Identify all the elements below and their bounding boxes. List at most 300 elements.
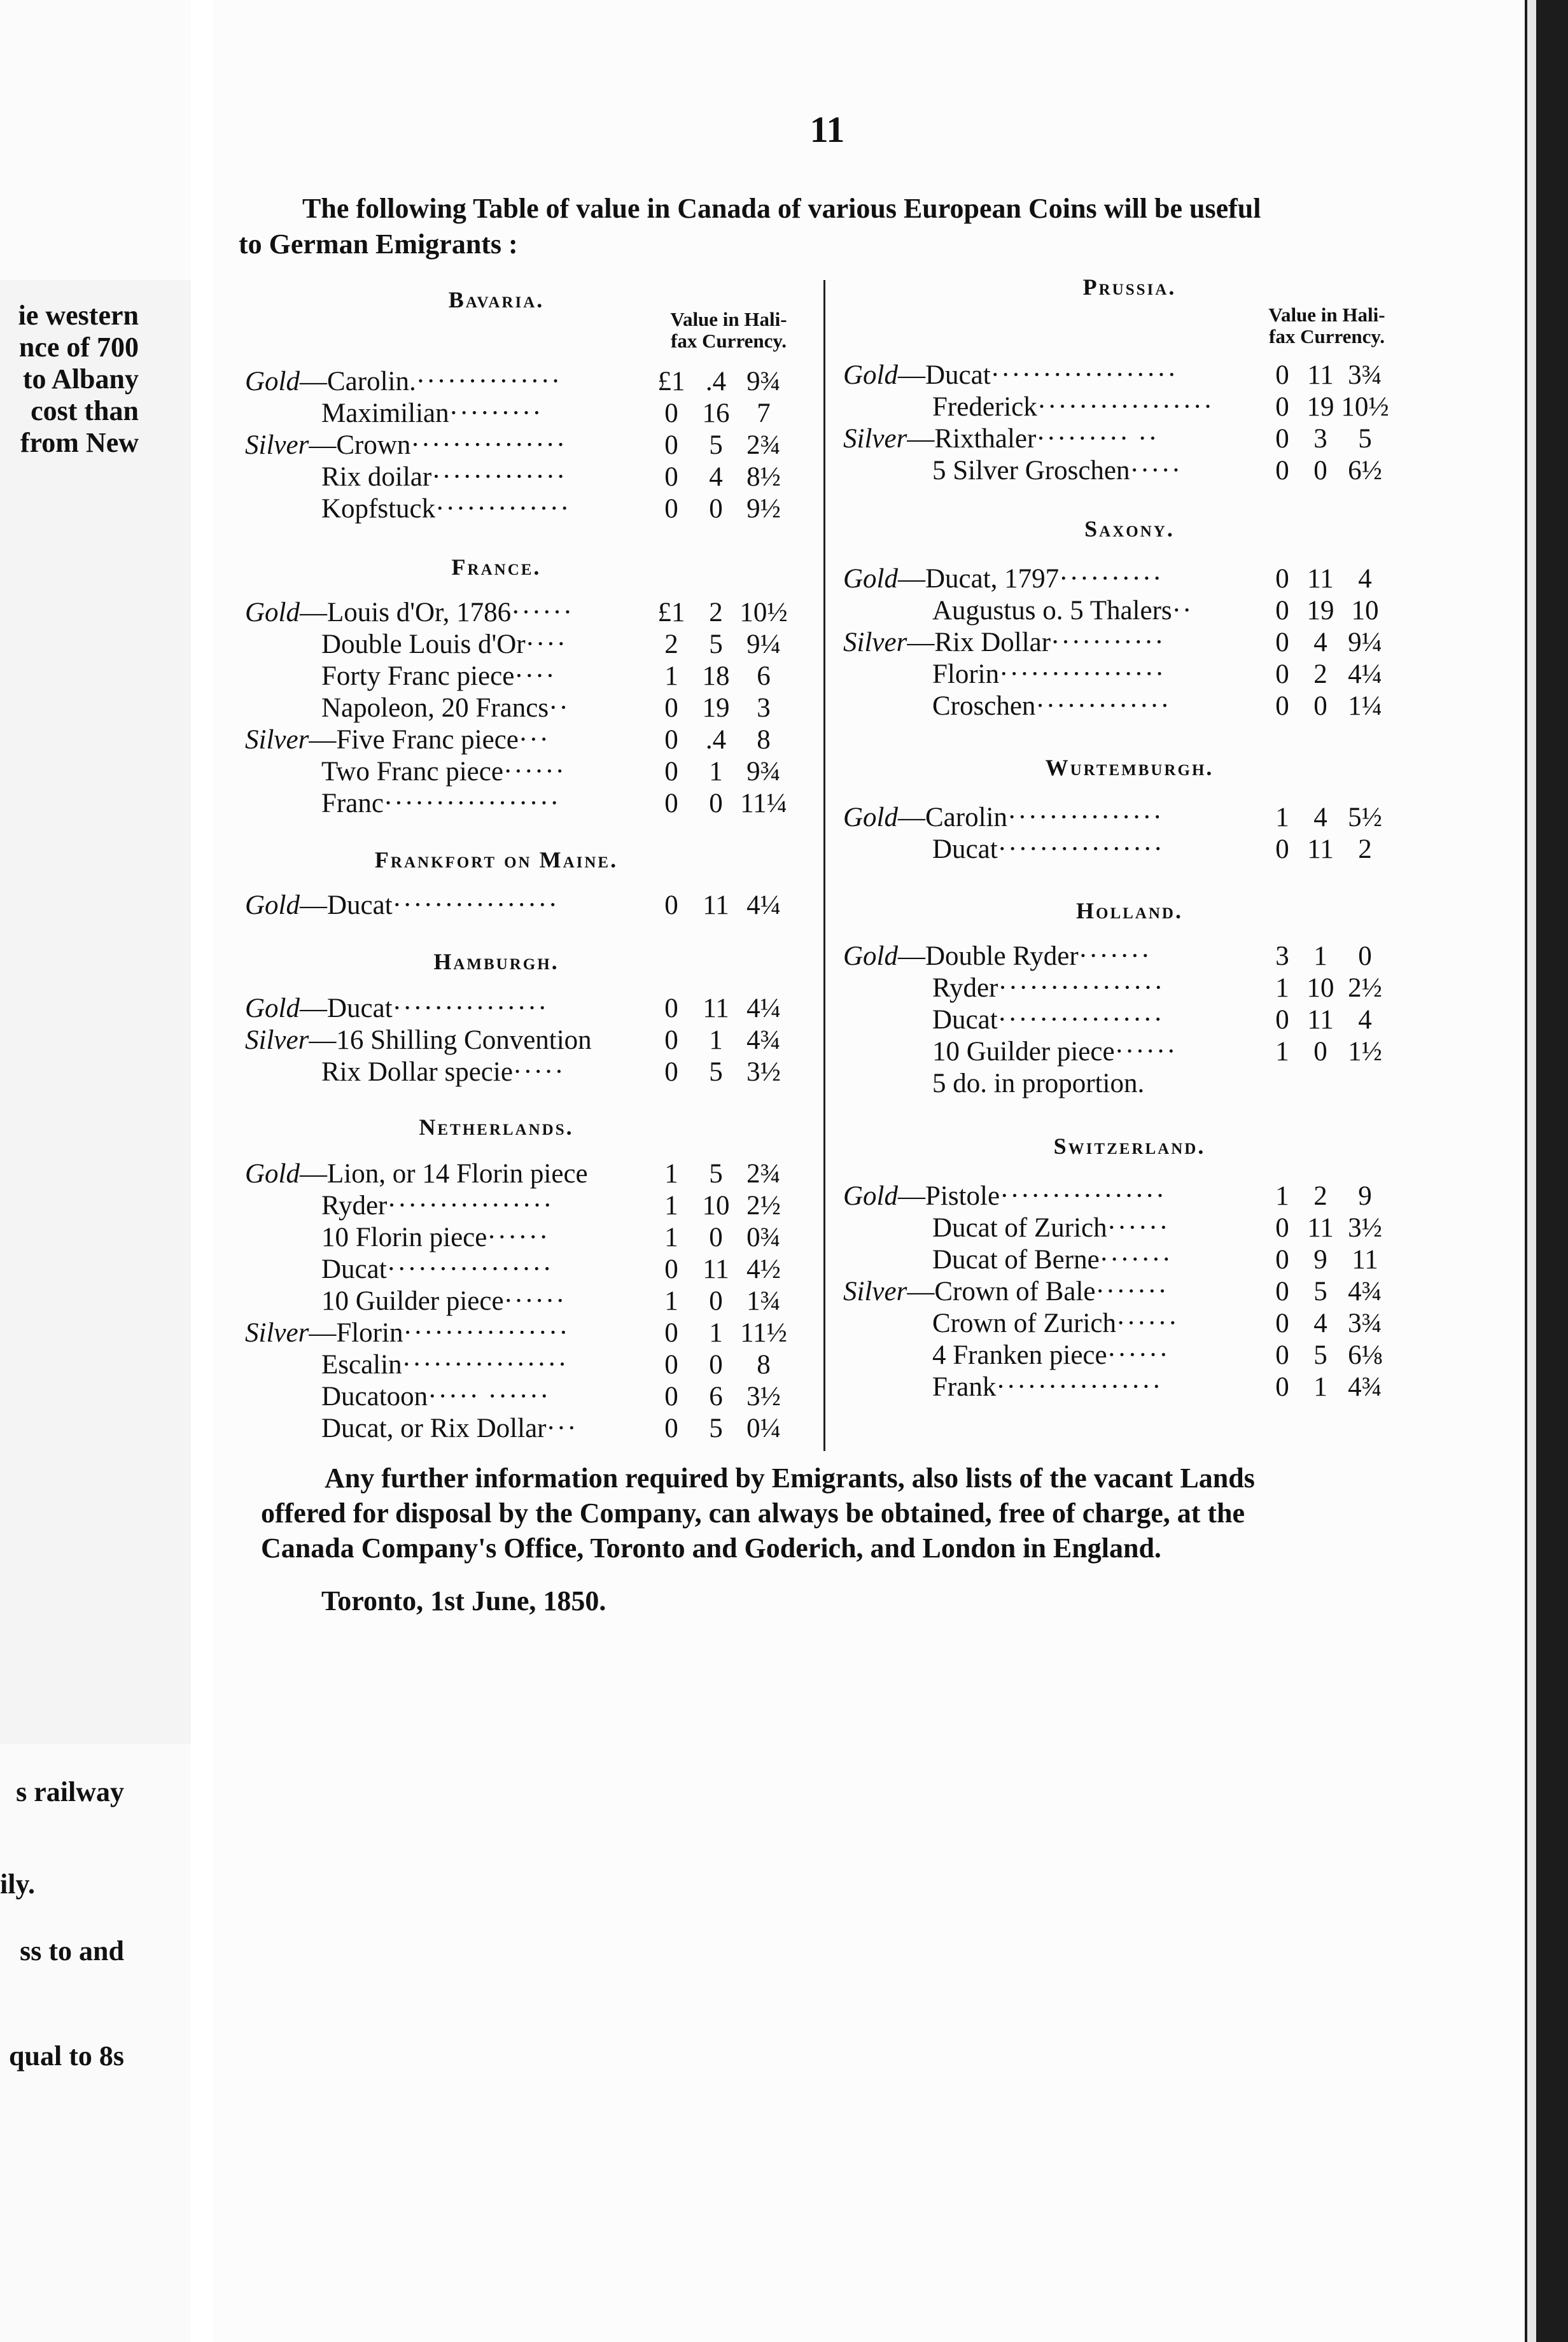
- section-title: Netherlands.: [419, 1114, 574, 1140]
- value-shillings: 0: [1313, 1037, 1327, 1067]
- coin-name: Forty Franc piece: [321, 661, 515, 691]
- value-pounds: 0: [1275, 1308, 1289, 1338]
- leader-dots: ················: [996, 1372, 1163, 1402]
- leader-dots: ················: [999, 659, 1166, 689]
- coin-row: [843, 834, 1372, 866]
- value-pence: 1¼: [1348, 691, 1382, 721]
- coin-row: [245, 1349, 771, 1381]
- value-pence: 5: [1358, 424, 1372, 454]
- value-pence: 7: [757, 398, 771, 428]
- coin-label: [245, 993, 548, 1024]
- coin-label: [321, 493, 570, 524]
- coin-row: [843, 1276, 1382, 1308]
- margin-fragment: to Albany: [22, 363, 139, 395]
- value-shillings: 11: [703, 890, 729, 920]
- leader-dots: ····: [525, 629, 567, 659]
- coin-row: [843, 1308, 1382, 1340]
- value-shillings: 5: [709, 430, 723, 460]
- value-shillings: 0: [709, 1223, 723, 1252]
- leader-dots: ······: [511, 598, 574, 628]
- value-shillings: 0: [709, 1350, 723, 1380]
- leader-dots: ······: [1107, 1340, 1170, 1370]
- leader-dots: ···: [546, 1413, 578, 1443]
- value-pounds: 0: [664, 725, 678, 755]
- coin-row: [245, 493, 781, 525]
- coin-name: Ryder: [932, 973, 998, 1003]
- value-pounds: 0: [1275, 659, 1289, 689]
- value-shillings: 5: [709, 1057, 723, 1087]
- value-shillings: 5: [709, 1159, 723, 1189]
- coin-name: Double Louis d'Or: [321, 629, 526, 659]
- leader-dots: ················: [1000, 1181, 1166, 1211]
- metal-label: Silver: [245, 430, 309, 460]
- value-pence: 9½: [746, 494, 781, 524]
- coin-label: [932, 691, 1171, 722]
- value-pence: 10: [1351, 596, 1379, 626]
- value-pence: 11½: [740, 1318, 787, 1348]
- value-pounds: 1: [664, 1286, 678, 1316]
- value-pounds: 0: [664, 789, 678, 818]
- value-pounds: 0: [664, 494, 678, 524]
- value-shillings: 3: [1313, 424, 1327, 454]
- coin-row: [843, 563, 1372, 595]
- value-pounds: 0: [1275, 424, 1289, 454]
- value-pence: 1¾: [746, 1286, 781, 1316]
- coin-label: [932, 1340, 1170, 1371]
- metal-label: Gold: [843, 360, 898, 390]
- value-shillings: 10: [1306, 973, 1334, 1003]
- coin-name: Rix doilar: [321, 462, 432, 492]
- metal-label: Silver: [245, 1318, 309, 1348]
- coin-name: Ducatoon: [321, 1382, 428, 1412]
- footer-line: Canada Company's Office, Toronto and Goderich, and London in England.: [261, 1532, 1161, 1564]
- value-pounds: 1: [664, 661, 678, 691]
- value-pounds: 0: [1275, 1372, 1289, 1402]
- coin-label: [843, 941, 1151, 972]
- value-pounds: 0: [664, 1413, 678, 1443]
- value-shillings: 4: [1313, 1308, 1327, 1338]
- footer-paragraph: [261, 1461, 1457, 1566]
- coin-row: [843, 391, 1389, 423]
- value-pence: 9¼: [746, 629, 781, 659]
- coin-row: [245, 890, 781, 922]
- value-pounds: £1: [657, 598, 685, 628]
- adjacent-page-fragment: [0, 280, 191, 1744]
- coin-row: [245, 756, 781, 788]
- coin-row: [245, 1190, 781, 1222]
- coin-name: —Ducat: [300, 993, 393, 1023]
- value-shillings: 19: [1306, 596, 1334, 626]
- coin-row: [843, 802, 1382, 834]
- leader-dots: ······: [487, 1223, 550, 1252]
- coin-name: Augustus o. 5 Thalers: [932, 596, 1172, 626]
- coin-name: 5 Silver Groschen: [932, 456, 1130, 486]
- footer-line: Any further information required by Emigrants, also lists of the vacant Lands: [325, 1462, 1255, 1494]
- coin-row: [245, 661, 771, 692]
- margin-fragment: from New: [20, 427, 139, 458]
- metal-label: Silver: [843, 1277, 907, 1307]
- value-shillings: 0: [709, 789, 723, 818]
- value-shillings: 11: [1307, 564, 1334, 594]
- coin-name: Franc: [321, 789, 384, 818]
- section-title: Holland.: [1076, 898, 1183, 923]
- value-pounds: 0: [1275, 834, 1289, 864]
- leader-dots: ·············: [431, 462, 567, 492]
- coin-row: [843, 1004, 1372, 1036]
- leader-dots: ···········: [1051, 628, 1165, 657]
- leader-dots: ······: [503, 757, 566, 787]
- coin-name: —Ducat: [300, 890, 393, 920]
- coin-label: [932, 391, 1214, 423]
- coin-label: [843, 1181, 1166, 1212]
- section-title: Hamburgh.: [433, 949, 559, 974]
- coin-row: [843, 1212, 1382, 1244]
- leader-dots: ···············: [392, 993, 549, 1023]
- value-pence: 0¾: [746, 1223, 781, 1252]
- value-pence: 11¼: [740, 789, 787, 818]
- coin-row: [843, 659, 1382, 691]
- coin-label: [245, 366, 561, 397]
- section-title: Bavaria.: [448, 287, 545, 312]
- coin-label: [932, 834, 1164, 865]
- value-pounds: 0: [664, 757, 678, 787]
- value-shillings: 6: [709, 1382, 723, 1412]
- leader-dots: ···············: [410, 430, 567, 460]
- coin-label: [321, 788, 560, 819]
- leader-dots: ·········: [449, 398, 543, 428]
- coin-label: [843, 563, 1163, 594]
- value-pence: 9: [1358, 1181, 1372, 1211]
- coin-label: [321, 1381, 550, 1412]
- leader-dots: ····: [514, 661, 556, 691]
- value-pence: 6⅛: [1348, 1340, 1382, 1370]
- value-pounds: £1: [657, 367, 685, 396]
- value-pence: 0¼: [746, 1413, 781, 1443]
- coin-name: Maximilian: [321, 398, 449, 428]
- coin-row: [245, 1254, 781, 1286]
- value-pence: 2¾: [746, 430, 781, 460]
- leader-dots: ················: [392, 890, 559, 920]
- coin-row: [245, 993, 781, 1025]
- coin-row: [245, 398, 771, 430]
- left-value-header: Value in Hali- fax Currency.: [670, 308, 787, 352]
- coin-name: 4 Franken piece: [932, 1340, 1107, 1370]
- value-pence: 2½: [746, 1191, 781, 1221]
- margin-fragment: ily.: [0, 1869, 36, 1900]
- leader-dots: ··········: [1059, 564, 1163, 594]
- value-shillings: 11: [1307, 1213, 1334, 1243]
- section-title: France.: [451, 554, 542, 580]
- coin-label: [321, 461, 566, 493]
- coin-label: [932, 972, 1164, 1004]
- value-shillings: 1: [709, 757, 723, 787]
- value-pence: 10½: [739, 598, 788, 628]
- coin-name: —Florin: [309, 1318, 403, 1348]
- coin-row: [843, 1244, 1378, 1276]
- metal-label: Silver: [843, 628, 907, 657]
- value-shillings: 11: [1307, 834, 1334, 864]
- leader-dots: ·····: [1130, 456, 1182, 486]
- leader-dots: ··: [549, 693, 570, 723]
- value-pounds: 1: [1275, 1037, 1289, 1067]
- value-pence: 4¼: [746, 890, 781, 920]
- value-shillings: 1: [709, 1318, 723, 1348]
- coin-label: [843, 802, 1163, 833]
- value-shillings: 4: [709, 462, 723, 492]
- coin-name: —Double Ryder: [898, 941, 1079, 971]
- value-shillings: 10: [702, 1191, 730, 1221]
- coin-name: —Pistole: [898, 1181, 1000, 1211]
- metal-label: Gold: [245, 598, 300, 628]
- leader-dots: ················: [997, 834, 1164, 864]
- coin-row: [245, 461, 781, 493]
- leader-dots: ······: [1116, 1308, 1179, 1338]
- value-pence: 4: [1358, 1005, 1372, 1035]
- value-shillings: 5: [1313, 1340, 1327, 1370]
- value-shillings: 4: [1313, 803, 1327, 832]
- value-shillings: 19: [702, 693, 730, 723]
- coin-name: —Crown of Bale: [907, 1277, 1096, 1307]
- value-pounds: 0: [664, 890, 678, 920]
- value-shillings: 4: [1313, 628, 1327, 657]
- leader-dots: ················: [997, 1005, 1164, 1035]
- leader-dots: ·············: [1035, 691, 1171, 721]
- metal-label: Silver: [245, 1025, 309, 1055]
- value-pence: 10½: [1341, 392, 1389, 422]
- coin-label: [932, 1308, 1179, 1339]
- value-pounds: 1: [664, 1191, 678, 1221]
- value-pounds: 0: [664, 430, 678, 460]
- coin-name: Frank: [932, 1372, 997, 1402]
- value-shillings: .4: [705, 725, 727, 755]
- leader-dots: ······: [1114, 1037, 1177, 1067]
- coin-label: [245, 1025, 592, 1056]
- coin-label: [321, 661, 556, 692]
- coin-label: [843, 360, 1177, 391]
- leader-dots: ················: [403, 1318, 570, 1348]
- value-pounds: 0: [664, 1350, 678, 1380]
- coin-label: [932, 1244, 1172, 1275]
- margin-fragment: ie western: [18, 300, 139, 331]
- value-pence: 6½: [1348, 456, 1382, 486]
- coin-row: [245, 1158, 781, 1190]
- coin-name: Napoleon, 20 Francs: [321, 693, 549, 723]
- coin-label: [321, 756, 566, 787]
- value-pounds: 0: [1275, 1005, 1289, 1035]
- coin-row: [245, 430, 781, 461]
- value-pence: 2½: [1348, 973, 1382, 1003]
- coin-label: [932, 455, 1182, 486]
- coin-name: 10 Guilder piece: [932, 1037, 1115, 1067]
- coin-name: Ducat: [932, 1005, 998, 1035]
- value-shillings: 2: [1313, 1181, 1327, 1211]
- value-shillings: 0: [709, 1286, 723, 1316]
- metal-label: Gold: [245, 890, 300, 920]
- value-shillings: 9: [1313, 1245, 1327, 1275]
- value-pence: 4¼: [746, 993, 781, 1023]
- value-shillings: 11: [703, 993, 729, 1023]
- leader-dots: ··············: [416, 367, 562, 396]
- page-number: 11: [809, 109, 845, 150]
- section-title: Saxony.: [1084, 516, 1175, 542]
- leader-dots: ·················: [1037, 392, 1214, 422]
- value-pence: 3: [757, 693, 771, 723]
- value-pounds: 0: [1275, 1340, 1289, 1370]
- coin-row: [843, 1036, 1382, 1068]
- margin-fragment: s railway: [16, 1776, 124, 1807]
- value-pence: 3½: [746, 1057, 781, 1087]
- coin-name: Ryder: [321, 1191, 388, 1221]
- value-pence: 3¾: [1348, 1308, 1382, 1338]
- metal-label: Gold: [843, 941, 898, 971]
- coin-name: —Crown: [309, 430, 411, 460]
- coin-name: —Carolin.: [300, 367, 416, 396]
- coin-name: Escalin: [321, 1350, 402, 1380]
- value-shillings: .4: [705, 367, 727, 396]
- coin-row: [245, 1222, 781, 1254]
- value-pounds: 0: [1275, 456, 1289, 486]
- coin-name: 5 do. in proportion.: [932, 1069, 1145, 1098]
- footer-line: offered for disposal by the Company, can always be obtained, free of charge, at the: [261, 1497, 1245, 1529]
- coin-row: [843, 627, 1382, 659]
- metal-label: Gold: [843, 803, 898, 832]
- column-divider: [823, 280, 825, 1451]
- value-pounds: 0: [664, 693, 678, 723]
- coin-row: [245, 1413, 781, 1445]
- value-pounds: 0: [664, 462, 678, 492]
- value-pounds: 0: [1275, 596, 1289, 626]
- coin-row: [843, 691, 1382, 722]
- coin-row: [843, 455, 1382, 487]
- value-pounds: 0: [1275, 392, 1289, 422]
- metal-label: Silver: [245, 725, 309, 755]
- value-pence: 11: [1352, 1245, 1378, 1275]
- value-pounds: 2: [664, 629, 678, 659]
- section-title: Prussia.: [1082, 274, 1177, 300]
- leader-dots: ····· ······: [428, 1382, 550, 1412]
- value-pence: 4½: [746, 1254, 781, 1284]
- coin-name: Ducat, or Rix Dollar: [321, 1413, 547, 1443]
- leader-dots: ···: [518, 725, 550, 755]
- coin-name: —Carolin: [898, 803, 1007, 832]
- coin-name: —Five Franc piece: [309, 725, 519, 755]
- value-pounds: 0: [664, 1382, 678, 1412]
- coin-label: [245, 724, 550, 755]
- value-pounds: 0: [1275, 628, 1289, 657]
- coin-name: —16 Shilling Convention: [309, 1025, 592, 1055]
- value-shillings: 18: [702, 661, 730, 691]
- coin-label: [245, 430, 566, 461]
- value-pounds: 0: [1275, 1277, 1289, 1307]
- metal-label: Gold: [245, 367, 300, 396]
- coin-label: [321, 1286, 566, 1317]
- value-pounds: 1: [664, 1223, 678, 1252]
- coin-name: Rix Dollar specie: [321, 1057, 513, 1087]
- value-pounds: 0: [1275, 1245, 1289, 1275]
- coin-row: [843, 1340, 1382, 1371]
- value-shillings: 1: [1313, 1372, 1327, 1402]
- value-shillings: 2: [1313, 659, 1327, 689]
- coin-label: [321, 629, 567, 660]
- section-title: Switzerland.: [1053, 1133, 1206, 1159]
- coin-row: [843, 423, 1372, 455]
- coin-label: [843, 423, 1159, 454]
- coin-label: [321, 398, 543, 429]
- coin-name: Ducat of Berne: [932, 1245, 1100, 1275]
- coin-name: Ducat: [932, 834, 998, 864]
- leader-dots: ·····: [512, 1057, 565, 1087]
- coin-name: Croschen: [932, 691, 1036, 721]
- value-pounds: 1: [1275, 803, 1289, 832]
- coin-name: —Ducat: [898, 360, 991, 390]
- value-pence: 6: [757, 661, 771, 691]
- coin-label: [321, 1222, 549, 1253]
- value-pounds: 0: [664, 1318, 678, 1348]
- coin-row: [245, 1056, 781, 1088]
- coin-name: Florin: [932, 659, 1000, 689]
- value-pounds: 0: [664, 993, 678, 1023]
- coin-row: [843, 1181, 1372, 1212]
- value-pounds: 0: [1275, 691, 1289, 721]
- value-pence: 4¾: [1348, 1277, 1382, 1307]
- coin-row: [245, 1317, 787, 1349]
- value-pounds: 0: [664, 1254, 678, 1284]
- leader-dots: ··: [1172, 596, 1193, 626]
- value-pence: 1½: [1348, 1037, 1382, 1067]
- value-shillings: 1: [1313, 941, 1327, 971]
- coin-row: [245, 1025, 781, 1056]
- leader-dots: ················: [387, 1191, 554, 1221]
- metal-label: Gold: [245, 1159, 300, 1189]
- value-pence: 4¾: [1348, 1372, 1382, 1402]
- coin-label: [843, 627, 1165, 658]
- intro-paragraph: [239, 191, 1422, 262]
- coin-name: Two Franc piece: [321, 757, 503, 787]
- value-shillings: 11: [703, 1254, 729, 1284]
- value-shillings: 0: [1313, 691, 1327, 721]
- section-title: Wurtemburgh.: [1045, 755, 1214, 780]
- coin-label: [321, 1056, 565, 1088]
- leader-dots: ·······: [1078, 941, 1151, 971]
- coin-name: Crown of Zurich: [932, 1308, 1116, 1338]
- value-pence: 8: [757, 1350, 771, 1380]
- value-pounds: 0: [1275, 564, 1289, 594]
- metal-label: Gold: [843, 1181, 898, 1211]
- intro-line: to German Emigrants :: [239, 228, 518, 260]
- value-shillings: 19: [1306, 392, 1334, 422]
- value-shillings: 0: [1313, 456, 1327, 486]
- value-pence: 4: [1358, 564, 1372, 594]
- coin-label: [932, 1371, 1162, 1403]
- value-shillings: 5: [1313, 1277, 1327, 1307]
- leader-dots: ······: [1107, 1213, 1170, 1243]
- coin-label: [321, 1254, 553, 1285]
- coin-name: —Louis d'Or, 1786: [300, 598, 512, 628]
- metal-label: Gold: [245, 993, 300, 1023]
- margin-fragment: cost than: [31, 395, 139, 426]
- coin-row: [245, 692, 771, 724]
- value-pence: 0: [1358, 941, 1372, 971]
- value-pence: 3½: [746, 1382, 781, 1412]
- coin-label: [932, 1212, 1170, 1244]
- coin-name: —Ducat, 1797: [898, 564, 1060, 594]
- coin-label: [321, 1413, 577, 1444]
- value-pounds: 1: [1275, 1181, 1289, 1211]
- value-pence: 4¾: [746, 1025, 781, 1055]
- coin-label: [932, 659, 1165, 690]
- value-pence: 9¼: [1348, 628, 1382, 657]
- leader-dots: ········· ··: [1036, 424, 1159, 454]
